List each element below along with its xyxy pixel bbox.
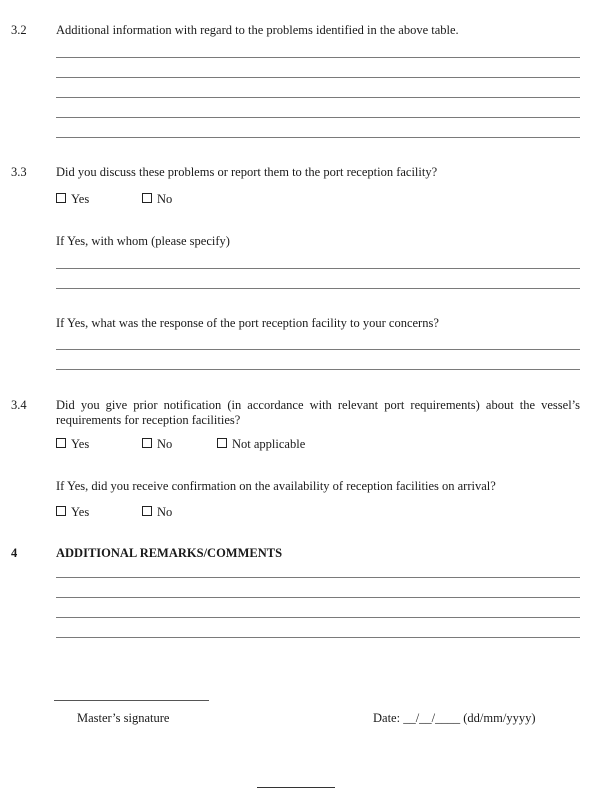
section-3-4-followup: If Yes, did you receive confirmation on the availability of reception facilities on arrival? [56,479,496,493]
answer-line-3-2-1[interactable] [56,57,580,58]
footer-rule [257,787,335,788]
remarks-line-3[interactable] [56,617,580,618]
option-label: No [157,505,173,519]
checkbox-3-4-no[interactable] [142,437,172,452]
answer-line-3-3-response-2[interactable] [56,369,580,370]
checkbox-icon[interactable] [217,438,227,448]
date-field[interactable]: Date: __/__/____ (dd/mm/yyyy) [373,711,536,725]
remarks-line-1[interactable] [56,577,580,578]
section-number-3-3: 3.3 [11,165,27,179]
checkbox-3-4-followup-no[interactable] [142,505,172,520]
section-number-3-4: 3.4 [11,398,27,412]
option-label: No [157,192,173,206]
checkbox-icon[interactable] [142,193,152,203]
section-3-3-followup-response: If Yes, what was the response of the port reception facility to your concerns? [56,316,439,330]
answer-line-3-2-2[interactable] [56,77,580,78]
checkbox-3-3-yes[interactable] [56,192,89,207]
answer-line-3-3-whom-2[interactable] [56,288,580,289]
checkbox-icon[interactable] [56,193,66,203]
checkbox-3-4-yes[interactable] [56,437,89,452]
checkbox-icon[interactable] [142,506,152,516]
checkbox-icon[interactable] [142,438,152,448]
signature-label: Master’s signature [77,711,170,725]
option-label: Yes [71,437,90,451]
option-label: Not applicable [232,437,306,451]
section-3-2-text: Additional information with regard to the problems identified in the above table. [56,23,459,37]
section-number-3-2: 3.2 [11,23,27,37]
checkbox-icon[interactable] [56,506,66,516]
section-3-4-question: Did you give prior notification (in accordance with relevant port requirements) about the vessel’s requirements for reception facilities? [56,398,580,427]
remarks-line-2[interactable] [56,597,580,598]
option-label: Yes [71,505,90,519]
section-number-4: 4 [11,546,18,560]
checkbox-3-3-no[interactable] [142,192,172,207]
answer-line-3-3-response-1[interactable] [56,349,580,350]
option-label: Yes [71,192,90,206]
section-4-heading: ADDITIONAL REMARKS/COMMENTS [56,546,283,560]
signature-line[interactable] [54,700,209,701]
checkbox-3-4-followup-yes[interactable] [56,505,89,520]
checkbox-icon[interactable] [56,438,66,448]
checkbox-3-4-not-applicable[interactable] [217,437,305,452]
answer-line-3-2-5[interactable] [56,137,580,138]
section-3-3-question: Did you discuss these problems or report them to the port reception facility? [56,165,438,179]
answer-line-3-2-4[interactable] [56,117,580,118]
answer-line-3-2-3[interactable] [56,97,580,98]
remarks-line-4[interactable] [56,637,580,638]
section-3-3-followup-whom: If Yes, with whom (please specify) [56,234,230,248]
option-label: No [157,437,173,451]
answer-line-3-3-whom-1[interactable] [56,268,580,269]
